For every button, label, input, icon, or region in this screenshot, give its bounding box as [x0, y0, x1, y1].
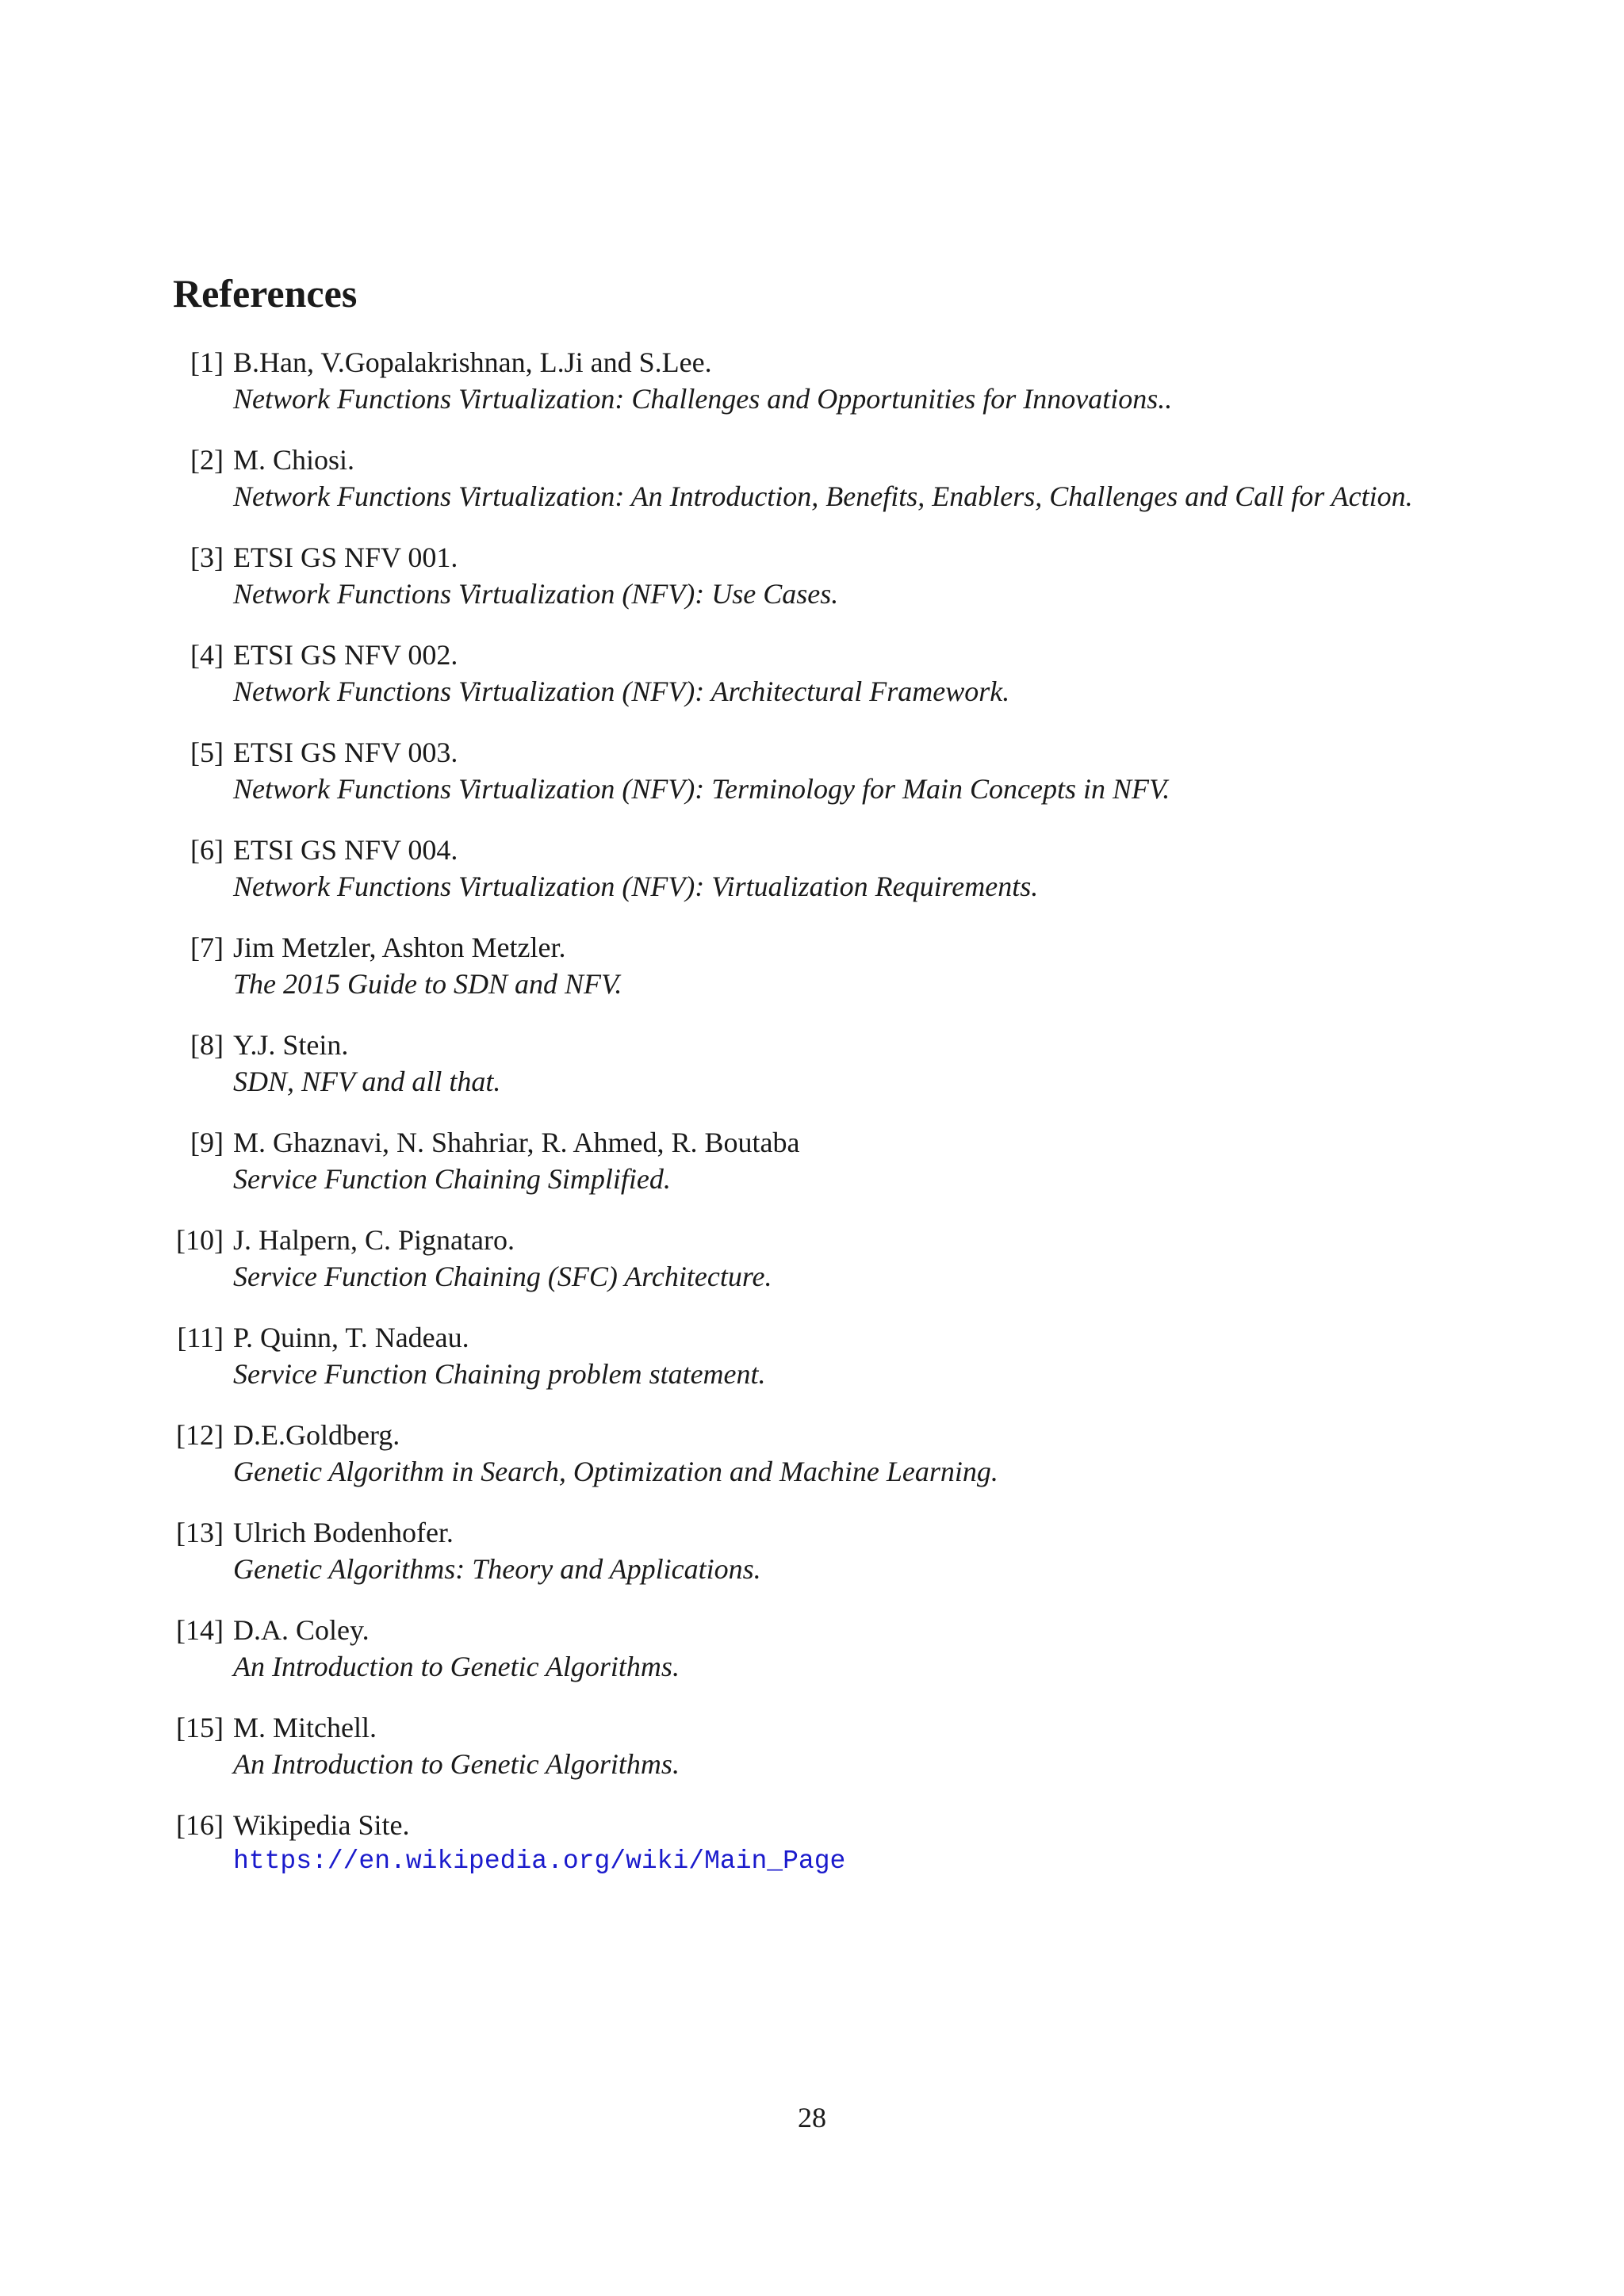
- reference-title: An Introduction to Genetic Algorithms.: [233, 1748, 680, 1780]
- reference-title: Service Function Chaining problem statement.: [233, 1358, 766, 1390]
- reference-item: [173, 929, 1473, 1002]
- reference-title: An Introduction to Genetic Algorithms.: [233, 1651, 680, 1682]
- reference-authors: J. Halpern, C. Pignataro.: [233, 1224, 515, 1256]
- reference-title: Network Functions Virtualization (NFV): Virtualization Requirements.: [233, 871, 1039, 902]
- reference-number: [16]: [176, 1809, 224, 1841]
- reference-title: Genetic Algorithms: Theory and Applications.: [233, 1553, 761, 1585]
- reference-authors: ETSI GS NFV 002.: [233, 639, 458, 671]
- reference-number: [15]: [176, 1712, 224, 1743]
- reference-authors: M. Chiosi.: [233, 444, 355, 476]
- page-number: 28: [798, 2102, 826, 2133]
- reference-item: [173, 1222, 1473, 1295]
- reference-title: Network Functions Virtualization: Challenges and Opportunities for Innovations..: [233, 383, 1173, 415]
- reference-number: [10]: [176, 1224, 224, 1256]
- reference-number: [4]: [190, 639, 224, 671]
- reference-authors: ETSI GS NFV 001.: [233, 541, 458, 573]
- reference-authors: B.Han, V.Gopalakrishnan, L.Ji and S.Lee.: [233, 346, 712, 378]
- reference-number: [11]: [177, 1322, 224, 1353]
- reference-authors: ETSI GS NFV 004.: [233, 834, 458, 866]
- reference-authors: Ulrich Bodenhofer.: [233, 1517, 454, 1548]
- reference-item: [173, 734, 1473, 807]
- reference-authors: M. Mitchell.: [233, 1712, 377, 1743]
- reference-title: Service Function Chaining Simplified.: [233, 1163, 671, 1195]
- reference-number: [13]: [176, 1517, 224, 1548]
- reference-authors: Wikipedia Site.: [233, 1809, 410, 1841]
- reference-authors: P. Quinn, T. Nadeau.: [233, 1322, 469, 1353]
- reference-number: [14]: [176, 1614, 224, 1646]
- reference-item: [173, 1709, 1473, 1782]
- reference-number: [1]: [190, 346, 224, 378]
- reference-authors: D.A. Coley.: [233, 1614, 370, 1646]
- reference-number: [8]: [190, 1029, 224, 1061]
- reference-item: [173, 442, 1473, 515]
- reference-number: [6]: [190, 834, 224, 866]
- reference-list: [173, 344, 1473, 1904]
- reference-title: Genetic Algorithm in Search, Optimization and Machine Learning.: [233, 1456, 998, 1487]
- reference-authors: Jim Metzler, Ashton Metzler.: [233, 932, 566, 963]
- reference-authors: D.E.Goldberg.: [233, 1419, 400, 1451]
- reference-authors: M. Ghaznavi, N. Shahriar, R. Ahmed, R. Boutaba: [233, 1127, 800, 1158]
- reference-number: [12]: [176, 1419, 224, 1451]
- reference-authors: Y.J. Stein.: [233, 1029, 349, 1061]
- reference-item: [173, 1514, 1473, 1587]
- reference-item: [173, 344, 1473, 417]
- reference-item: [173, 1319, 1473, 1392]
- reference-item: [173, 832, 1473, 905]
- reference-number: [7]: [190, 932, 224, 963]
- reference-title: Network Functions Virtualization (NFV): Use Cases.: [233, 578, 839, 610]
- reference-link[interactable]: https://en.wikipedia.org/wiki/Main_Page: [233, 1846, 846, 1876]
- reference-title: The 2015 Guide to SDN and NFV.: [233, 968, 622, 1000]
- reference-title: Service Function Chaining (SFC) Architecture.: [233, 1261, 772, 1292]
- reference-number: [3]: [190, 541, 224, 573]
- reference-item: [173, 1807, 1473, 1880]
- reference-item: [173, 637, 1473, 710]
- reference-number: [5]: [190, 737, 224, 768]
- reference-number: [2]: [190, 444, 224, 476]
- section-title: References: [173, 271, 358, 316]
- reference-item: [173, 539, 1473, 612]
- reference-authors: ETSI GS NFV 003.: [233, 737, 458, 768]
- reference-item: [173, 1417, 1473, 1490]
- reference-item: [173, 1124, 1473, 1197]
- reference-title: Network Functions Virtualization: An Introduction, Benefits, Enablers, Challenges and Call for Action.: [233, 480, 1413, 512]
- reference-title: Network Functions Virtualization (NFV): Terminology for Main Concepts in NFV.: [233, 773, 1170, 805]
- reference-number: [9]: [190, 1127, 224, 1158]
- reference-title: SDN, NFV and all that.: [233, 1066, 501, 1097]
- reference-title: Network Functions Virtualization (NFV): Architectural Framework.: [233, 675, 1010, 707]
- reference-item: [173, 1027, 1473, 1100]
- reference-item: [173, 1612, 1473, 1685]
